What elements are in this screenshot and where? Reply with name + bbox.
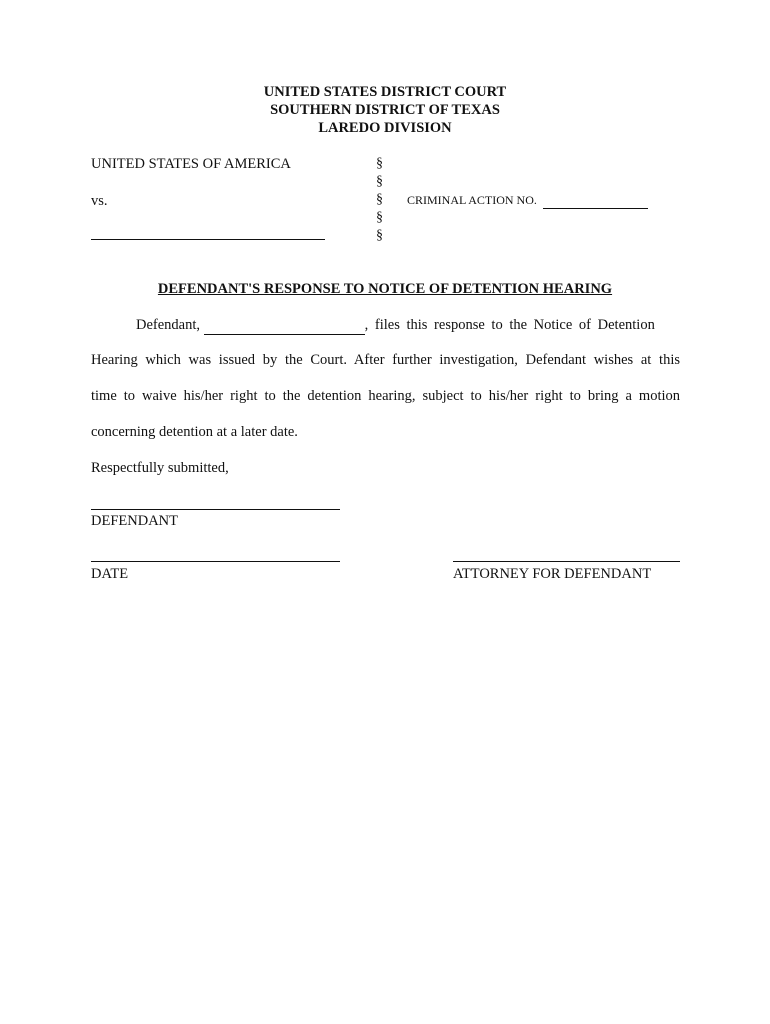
versus-text: vs. [91,193,108,209]
defendant-name-blank[interactable] [91,239,325,240]
document-title: DEFENDANT'S RESPONSE TO NOTICE OF DETENTION HEARING [157,281,613,297]
body-line-4: concerning detention at a later date. [91,424,298,440]
court-district: SOUTHERN DISTRICT OF TEXAS [270,102,500,118]
defendant-signature-label: DEFENDANT [91,513,178,529]
section-symbol: § [376,156,383,171]
defendant-signature-line[interactable] [91,509,340,510]
court-division: LAREDO DIVISION [318,120,452,136]
body-line-3: time to waive his/her right to the detention hearing, subject to his/her right to bring a motion [91,388,680,404]
body-line-1-end: , files this response to the Notice of Detention [364,317,655,333]
attorney-signature-line[interactable] [453,561,680,562]
court-heading [0,83,770,137]
criminal-action-label: CRIMINAL ACTION NO. [407,193,537,207]
section-symbol: § [376,228,383,243]
closing-text: Respectfully submitted, [91,460,229,476]
section-symbol: § [376,174,383,189]
plaintiff-name: UNITED STATES OF AMERICA [91,156,291,172]
attorney-signature-label: ATTORNEY FOR DEFENDANT [453,566,652,582]
court-name: UNITED STATES DISTRICT COURT [263,84,507,100]
date-label: DATE [91,566,129,582]
body-defendant-label: Defendant, [136,317,201,333]
criminal-action-number-blank[interactable] [543,192,648,209]
body-line-1 [91,316,680,335]
date-signature-line[interactable] [91,561,340,562]
criminal-action-number [407,192,648,209]
section-symbol: § [376,192,383,207]
section-symbol-column [376,155,383,245]
section-symbol: § [376,210,383,225]
defendant-name-field[interactable] [204,316,365,335]
body-line-2: Hearing which was issued by the Court. After further investigation, Defendant wishes at this [91,352,680,368]
